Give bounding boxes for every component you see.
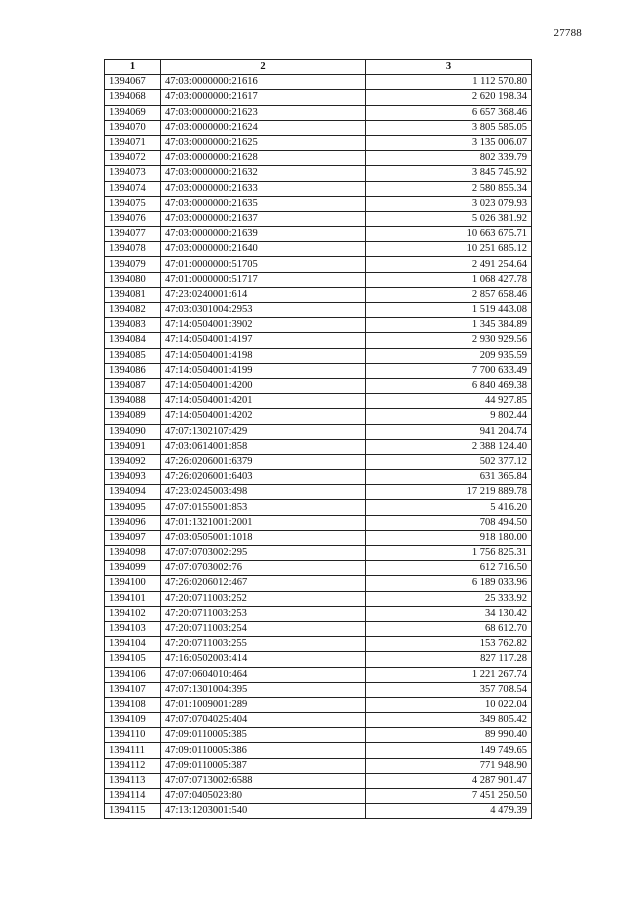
cadastral-number-cell: 47:14:0504001:4202 [161,409,366,424]
row-number-cell: 1394113 [105,773,161,788]
cadastral-number-cell: 47:07:0405023:80 [161,789,366,804]
table-row [105,789,532,804]
table-row [105,318,532,333]
cadastral-number-cell: 47:07:0703002:76 [161,561,366,576]
cadastral-number-cell: 47:07:0704025:404 [161,713,366,728]
cadastral-number-cell: 47:20:0711003:255 [161,637,366,652]
row-number-cell: 1394091 [105,439,161,454]
cadastral-number-cell: 47:20:0711003:252 [161,591,366,606]
column-header-3: 3 [366,60,532,75]
cadastral-number-cell: 47:14:0504001:4201 [161,394,366,409]
row-number-cell: 1394088 [105,394,161,409]
row-number-cell: 1394111 [105,743,161,758]
cadastral-number-cell: 47:09:0110005:387 [161,758,366,773]
table-row [105,257,532,272]
value-cell: 802 339.79 [366,151,532,166]
table-row [105,181,532,196]
row-number-cell: 1394083 [105,318,161,333]
table-row [105,758,532,773]
cadastral-number-cell: 47:03:0000000:21628 [161,151,366,166]
value-cell: 10 251 685.12 [366,242,532,257]
row-number-cell: 1394070 [105,120,161,135]
value-cell: 1 112 570.80 [366,75,532,90]
table-row [105,120,532,135]
row-number-cell: 1394105 [105,652,161,667]
row-number-cell: 1394068 [105,90,161,105]
column-header-1: 1 [105,60,161,75]
table-row [105,804,532,819]
table-row [105,394,532,409]
table-row [105,196,532,211]
row-number-cell: 1394072 [105,151,161,166]
row-number-cell: 1394082 [105,303,161,318]
cadastral-number-cell: 47:03:0000000:21639 [161,227,366,242]
table-row [105,75,532,90]
table-row [105,591,532,606]
value-cell: 68 612.70 [366,621,532,636]
value-cell: 3 845 745.92 [366,166,532,181]
value-cell: 2 930 929.56 [366,333,532,348]
row-number-cell: 1394077 [105,227,161,242]
cadastral-number-cell: 47:26:0206012:467 [161,576,366,591]
row-number-cell: 1394107 [105,682,161,697]
row-number-cell: 1394108 [105,697,161,712]
cadastral-number-cell: 47:03:0505001:1018 [161,530,366,545]
table-row [105,166,532,181]
row-number-cell: 1394099 [105,561,161,576]
cadastral-number-cell: 47:14:0504001:4200 [161,378,366,393]
cadastral-number-cell: 47:14:0504001:4197 [161,333,366,348]
value-cell: 4 479.39 [366,804,532,819]
cadastral-number-cell: 47:03:0000000:21637 [161,211,366,226]
table-row [105,500,532,515]
value-cell: 4 287 901.47 [366,773,532,788]
cadastral-number-cell: 47:26:0206001:6403 [161,470,366,485]
value-cell: 349 805.42 [366,713,532,728]
value-cell: 6 189 033.96 [366,576,532,591]
cadastral-number-cell: 47:13:1203001:540 [161,804,366,819]
table-row [105,303,532,318]
row-number-cell: 1394096 [105,515,161,530]
table-row [105,454,532,469]
row-number-cell: 1394095 [105,500,161,515]
table-row [105,682,532,697]
value-cell: 3 023 079.93 [366,196,532,211]
table-row [105,272,532,287]
table-row [105,348,532,363]
value-cell: 1 345 384.89 [366,318,532,333]
row-number-cell: 1394076 [105,211,161,226]
table-row [105,652,532,667]
row-number-cell: 1394069 [105,105,161,120]
value-cell: 1 068 427.78 [366,272,532,287]
row-number-cell: 1394086 [105,363,161,378]
value-cell: 10 022.04 [366,697,532,712]
value-cell: 941 204.74 [366,424,532,439]
value-cell: 631 365.84 [366,470,532,485]
table-row [105,485,532,500]
row-number-cell: 1394071 [105,135,161,150]
column-header-2: 2 [161,60,366,75]
cadastral-number-cell: 47:23:0245003:498 [161,485,366,500]
row-number-cell: 1394098 [105,546,161,561]
cadastral-number-cell: 47:03:0000000:21640 [161,242,366,257]
row-number-cell: 1394097 [105,530,161,545]
table-row [105,743,532,758]
table-row [105,378,532,393]
row-number-cell: 1394067 [105,75,161,90]
value-cell: 2 388 124.40 [366,439,532,454]
table-row [105,546,532,561]
cadastral-number-cell: 47:23:0240001:614 [161,287,366,302]
cadastral-number-cell: 47:03:0000000:21635 [161,196,366,211]
value-cell: 89 990.40 [366,728,532,743]
value-cell: 209 935.59 [366,348,532,363]
value-cell: 827 117.28 [366,652,532,667]
cadastral-number-cell: 47:03:0000000:21623 [161,105,366,120]
row-number-cell: 1394094 [105,485,161,500]
value-cell: 918 180.00 [366,530,532,545]
row-number-cell: 1394081 [105,287,161,302]
table-row [105,515,532,530]
cadastral-number-cell: 47:03:0000000:21617 [161,90,366,105]
cadastral-number-cell: 47:03:0000000:21625 [161,135,366,150]
value-cell: 2 491 254.64 [366,257,532,272]
row-number-cell: 1394084 [105,333,161,348]
cadastral-number-cell: 47:09:0110005:386 [161,743,366,758]
value-cell: 34 130.42 [366,606,532,621]
row-number-cell: 1394073 [105,166,161,181]
table-header-row [105,60,532,75]
table-row [105,728,532,743]
table-row [105,621,532,636]
value-cell: 1 221 267.74 [366,667,532,682]
cadastral-number-cell: 47:03:0614001:858 [161,439,366,454]
table-row [105,667,532,682]
value-cell: 6 657 368.46 [366,105,532,120]
cadastral-number-cell: 47:14:0504001:4198 [161,348,366,363]
cadastral-number-cell: 47:26:0206001:6379 [161,454,366,469]
value-cell: 612 716.50 [366,561,532,576]
value-cell: 5 026 381.92 [366,211,532,226]
value-cell: 1 756 825.31 [366,546,532,561]
row-number-cell: 1394093 [105,470,161,485]
table-row [105,424,532,439]
cadastral-number-cell: 47:03:0000000:21616 [161,75,366,90]
table-row [105,637,532,652]
value-cell: 44 927.85 [366,394,532,409]
row-number-cell: 1394074 [105,181,161,196]
table-row [105,333,532,348]
cadastral-number-cell: 47:07:0703002:295 [161,546,366,561]
cadastral-number-cell: 47:01:1321001:2001 [161,515,366,530]
table-row [105,135,532,150]
value-cell: 502 377.12 [366,454,532,469]
value-cell: 9 802.44 [366,409,532,424]
table-row [105,576,532,591]
row-number-cell: 1394075 [105,196,161,211]
cadastral-number-cell: 47:03:0301004:2953 [161,303,366,318]
cadastral-number-cell: 47:01:0000000:51717 [161,272,366,287]
row-number-cell: 1394100 [105,576,161,591]
cadastral-number-cell: 47:14:0504001:4199 [161,363,366,378]
value-cell: 149 749.65 [366,743,532,758]
value-cell: 25 333.92 [366,591,532,606]
table-row [105,606,532,621]
cadastral-number-cell: 47:16:0502003:414 [161,652,366,667]
row-number-cell: 1394092 [105,454,161,469]
table-row [105,287,532,302]
cadastral-number-cell: 47:03:0000000:21624 [161,120,366,135]
table-row [105,697,532,712]
cadastral-number-cell: 47:20:0711003:254 [161,621,366,636]
cadastral-number-cell: 47:01:0000000:51705 [161,257,366,272]
value-cell: 3 805 585.05 [366,120,532,135]
value-cell: 5 416.20 [366,500,532,515]
row-number-cell: 1394114 [105,789,161,804]
table-row [105,363,532,378]
table-row [105,151,532,166]
value-cell: 17 219 889.78 [366,485,532,500]
table-row [105,227,532,242]
table-row [105,211,532,226]
data-table [104,59,532,819]
cadastral-number-cell: 47:07:1302107:429 [161,424,366,439]
cadastral-number-cell: 47:07:0155001:853 [161,500,366,515]
value-cell: 7 451 250.50 [366,789,532,804]
row-number-cell: 1394109 [105,713,161,728]
value-cell: 2 620 198.34 [366,90,532,105]
table-row [105,409,532,424]
row-number-cell: 1394101 [105,591,161,606]
cadastral-number-cell: 47:07:0604010:464 [161,667,366,682]
row-number-cell: 1394085 [105,348,161,363]
table-row [105,90,532,105]
table-body [105,75,532,819]
row-number-cell: 1394087 [105,378,161,393]
row-number-cell: 1394080 [105,272,161,287]
row-number-cell: 1394078 [105,242,161,257]
cadastral-number-cell: 47:07:1301004:395 [161,682,366,697]
table-row [105,530,532,545]
cadastral-number-cell: 47:14:0504001:3902 [161,318,366,333]
value-cell: 2 580 855.34 [366,181,532,196]
row-number-cell: 1394103 [105,621,161,636]
table-row [105,242,532,257]
value-cell: 7 700 633.49 [366,363,532,378]
table-row [105,439,532,454]
table-row [105,561,532,576]
table-row [105,713,532,728]
row-number-cell: 1394110 [105,728,161,743]
row-number-cell: 1394112 [105,758,161,773]
row-number-cell: 1394089 [105,409,161,424]
page-number: 27788 [553,27,582,39]
row-number-cell: 1394115 [105,804,161,819]
value-cell: 6 840 469.38 [366,378,532,393]
cadastral-number-cell: 47:09:0110005:385 [161,728,366,743]
value-cell: 2 857 658.46 [366,287,532,302]
value-cell: 10 663 675.71 [366,227,532,242]
row-number-cell: 1394079 [105,257,161,272]
row-number-cell: 1394102 [105,606,161,621]
cadastral-number-cell: 47:03:0000000:21632 [161,166,366,181]
value-cell: 3 135 006.07 [366,135,532,150]
row-number-cell: 1394106 [105,667,161,682]
row-number-cell: 1394090 [105,424,161,439]
value-cell: 1 519 443.08 [366,303,532,318]
row-number-cell: 1394104 [105,637,161,652]
table-row [105,105,532,120]
table-row [105,773,532,788]
cadastral-number-cell: 47:07:0713002:6588 [161,773,366,788]
cadastral-number-cell: 47:03:0000000:21633 [161,181,366,196]
value-cell: 708 494.50 [366,515,532,530]
cadastral-number-cell: 47:01:1009001:289 [161,697,366,712]
value-cell: 771 948.90 [366,758,532,773]
table-row [105,470,532,485]
cadastral-number-cell: 47:20:0711003:253 [161,606,366,621]
value-cell: 153 762.82 [366,637,532,652]
value-cell: 357 708.54 [366,682,532,697]
